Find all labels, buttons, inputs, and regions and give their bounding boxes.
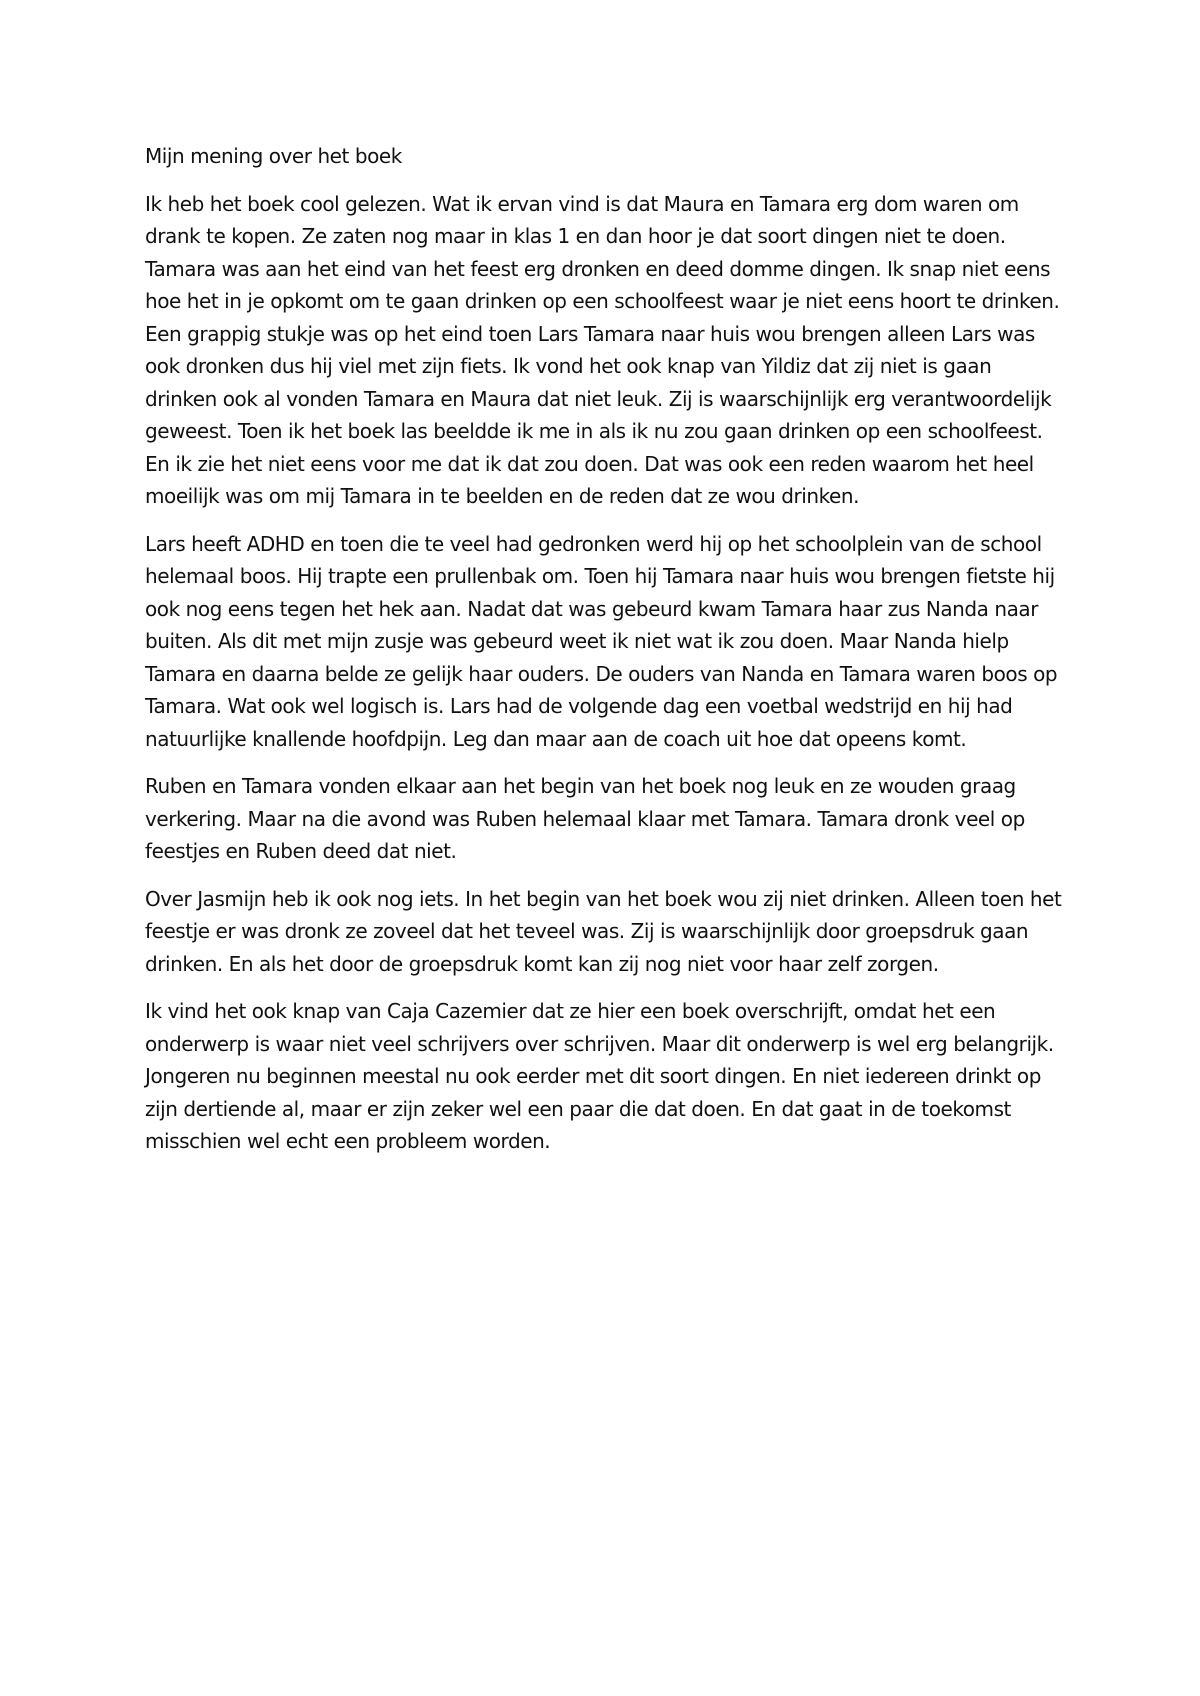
paragraph-5: Ik vind het ook knap van Caja Cazemier dat ze hier een boek overschrijft, omdat het een onderwerp is waar niet veel schrijvers over schrijven. Maar dit onderwerp is wel erg belangrijk. Jongeren nu beginnen meestal nu ook eerder met dit soort dingen. En niet iedereen drinkt op zijn dertiende al, maar er zijn zeker wel een paar die dat doen. En dat gaat in de toekomst misschien wel echt een probleem worden.	[145, 999, 1054, 1153]
paragraph-3: Ruben en Tamara vonden elkaar aan het begin van het boek nog leuk en ze wouden graag verkering. Maar na die avond was Ruben helemaal klaar met Tamara. Tamara dronk veel op feestjes en Ruben deed dat niet.	[145, 774, 1025, 863]
paragraph-2: Lars heeft ADHD en toen die te veel had gedronken werd hij op het schoolplein van de school helemaal boos. Hij trapte een prullenbak om. Toen hij Tamara naar huis wou brengen fietste hij ook nog eens tegen het hek aan. Nadat dat was gebeurd kwam Tamara haar zus Nanda naar buiten. Als dit met mijn zusje was gebeurd weet ik niet wat ik zou doen. Maar Nanda hielp Tamara en daarna belde ze gelijk haar ouders. De ouders van Nanda en Tamara waren boos op Tamara. Wat ook wel logisch is. Lars had de volgende dag een voetbal wedstrijd en hij had natuurlijke knallende hoofdpijn. Leg dan maar aan de coach uit hoe dat opeens komt.	[145, 531, 1058, 751]
paragraph-1: Ik heb het boek cool gelezen. Wat ik ervan vind is dat Maura en Tamara erg dom waren om drank te kopen. Ze zaten nog maar in klas 1 en dan hoor je dat soort dingen niet te doen. Tamara was aan het eind van het feest erg dronken en deed domme dingen. Ik snap niet eens hoe het in je opkomt om te gaan drinken op een schoolfeest waar je niet eens hoort te drinken. Een grappig stukje was op het eind toen Lars Tamara naar huis wou brengen alleen Lars was ook dronken dus hij viel met zijn fiets. Ik vond het ook knap van Yildiz dat zij niet is gaan drinken ook al vonden Tamara en Maura dat niet leuk. Zij is waarschijnlijk erg verantwoordelijk geweest. Toen ik het boek las beeldde ik me in als ik nu zou gaan drinken op een schoolfeest. En ik zie het niet eens voor me dat ik dat zou doen. Dat was ook een reden waarom het heel moeilijk was om mij Tamara in te beelden en de reden dat ze wou drinken.	[145, 191, 1060, 508]
paragraph-4: Over Jasmijn heb ik ook nog iets. In het begin van het boek wou zij niet drinken. Alleen toen het feestje er was dronk ze zoveel dat het teveel was. Zij is waarschijnlijk door groepsdruk gaan drinken. En als het door de groepsdruk komt kan zij nog niet voor haar zelf zorgen.	[145, 886, 1062, 976]
document-title: Mijn mening over het boek	[145, 144, 402, 168]
document-body	[145, 140, 1065, 1173]
